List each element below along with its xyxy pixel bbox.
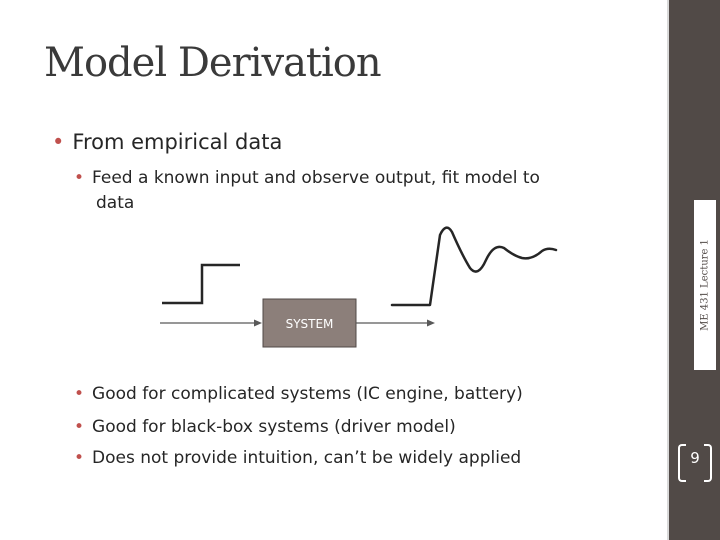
- bullet-text: Good for complicated systems (IC engine, battery): [92, 384, 523, 404]
- bullet-point: [74, 384, 523, 404]
- bullet-dot-icon: •: [74, 448, 85, 468]
- sidebar-divider: [667, 0, 669, 540]
- slide-title: Model Derivation: [44, 40, 381, 86]
- system-label: SYSTEM: [285, 317, 334, 331]
- bullet-text: From empirical data: [72, 130, 283, 154]
- bullet-text: Does not provide intuition, can’t be widely applied: [92, 448, 522, 468]
- input-step-signal: [162, 265, 240, 303]
- input-arrowhead-icon: [254, 320, 262, 327]
- bullet-dot-icon: •: [74, 384, 85, 404]
- bullet-point: [74, 417, 456, 437]
- bullet-level2-continuation: data: [96, 193, 135, 213]
- bullet-dot-icon: •: [74, 417, 85, 437]
- output-response-signal: [392, 228, 556, 305]
- bullet-point: [74, 448, 521, 468]
- bullet-text: Feed a known input and observe output, fit model to: [92, 168, 540, 188]
- bullet-dot-icon: •: [52, 130, 65, 154]
- bullet-text: Good for black-box systems (driver model): [92, 417, 456, 437]
- page-number: 9: [690, 449, 700, 467]
- footer-text: ME 431 Lecture 1: [699, 239, 711, 331]
- bullet-dot-icon: •: [74, 168, 85, 188]
- output-arrowhead-icon: [427, 320, 435, 327]
